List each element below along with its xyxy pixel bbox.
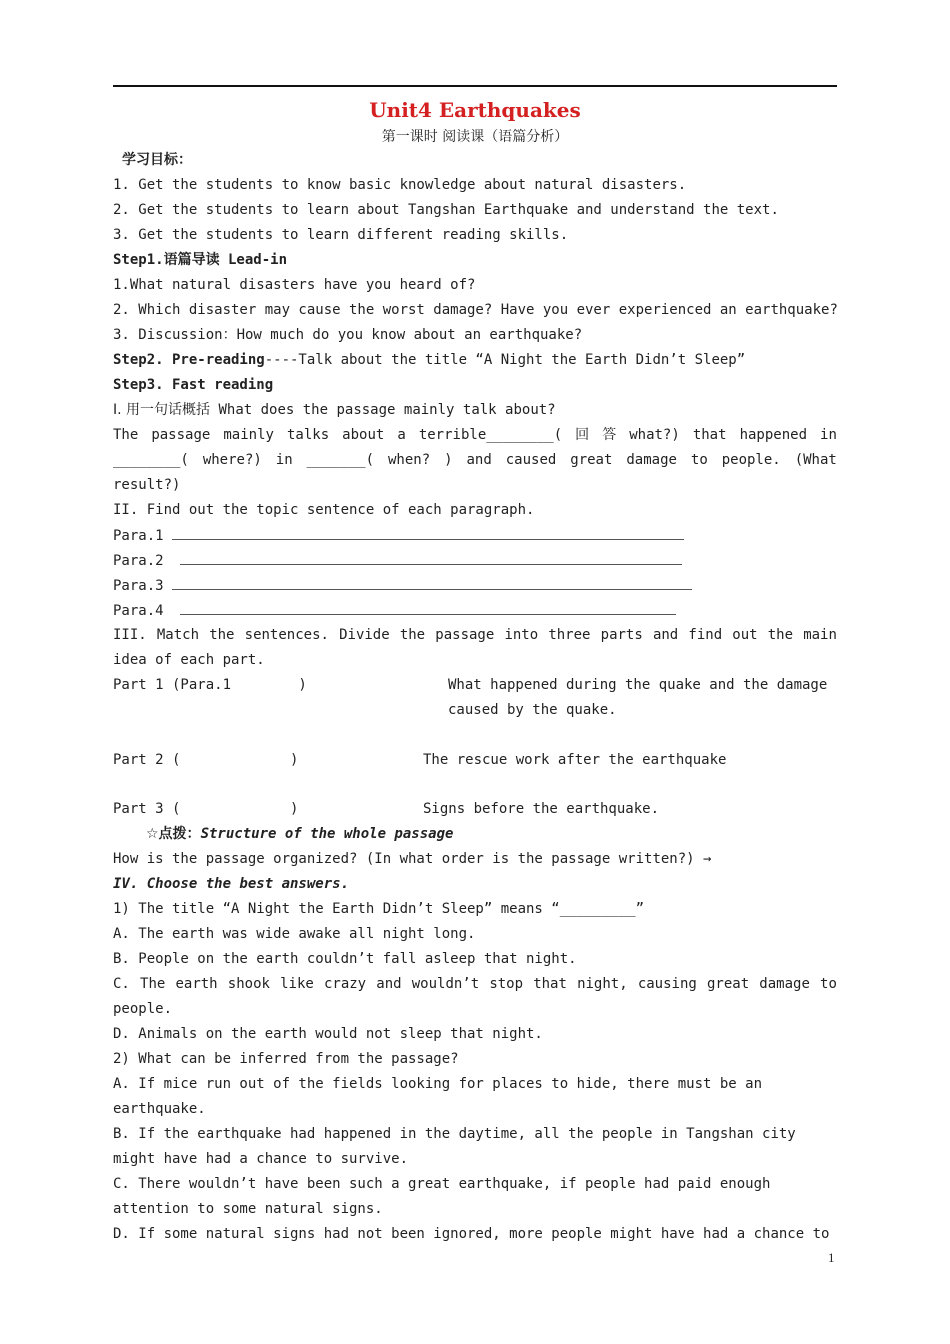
- summary-blank-when[interactable]: _______(: [306, 452, 375, 468]
- summary-word: where?): [202, 452, 262, 468]
- q2-option-b[interactable]: B. If the earthquake had happened in the daytime, all the people in Tangshan city: [113, 1126, 796, 1142]
- summary-word: caused: [505, 452, 557, 468]
- q1-c-word: damage: [759, 976, 810, 992]
- q2-option-d[interactable]: D. If some natural signs had not been ignored, more people might have had a chance to: [113, 1226, 830, 1242]
- part3-word: out: [732, 627, 758, 643]
- summary-word: talks: [286, 427, 330, 443]
- q1-option-d[interactable]: D. Animals on the earth would not sleep that night.: [113, 1026, 543, 1042]
- summary-word: passage: [151, 427, 211, 443]
- q1-c-word: wouldn’t: [411, 976, 480, 992]
- q1-stem: 1) The title “A Night the Earth Didn’t Sleep” means “_________”: [113, 901, 645, 917]
- tip-text: Structure of the whole passage: [200, 826, 454, 842]
- q1-option-c-cont: people.: [113, 1001, 173, 1017]
- part1-label: Part 1 (Para.1 ): [113, 677, 307, 693]
- para-row: [113, 526, 684, 545]
- q2-option-c-cont: attention to some natural signs.: [113, 1201, 383, 1217]
- page-title: Unit4 Earthquakes: [369, 98, 581, 122]
- step3-part1-line: [113, 401, 556, 419]
- part3-word: and: [652, 627, 679, 643]
- q1-c-word: that: [533, 976, 567, 992]
- q1-c-word: and: [376, 976, 402, 992]
- step4-heading: IV. Choose the best answers.: [113, 876, 350, 892]
- step1-heading: Step1.语篇导读 Lead-in: [113, 252, 288, 268]
- objective-item: 1. Get the students to know basic knowledge about natural disasters.: [113, 177, 687, 193]
- summary-line-3: result?): [113, 477, 181, 493]
- summary-line-1: [113, 426, 837, 444]
- summary-word: a: [397, 427, 406, 443]
- tip-line: [146, 825, 453, 843]
- header-rule: [113, 85, 837, 87]
- summary-word: in: [820, 427, 837, 443]
- part1-description-cont: caused by the quake.: [448, 702, 617, 718]
- summary-word: people.: [721, 452, 781, 468]
- para-label: Para.3: [113, 578, 164, 594]
- part3-word: find: [688, 627, 723, 643]
- q1-c-word: shook: [227, 976, 270, 992]
- para-row: [113, 601, 676, 620]
- tip-label: ☆点拨：: [146, 826, 201, 842]
- para-label: Para.2: [113, 553, 164, 569]
- part3-word: parts: [600, 627, 643, 643]
- q1-c-word: stop: [489, 976, 524, 992]
- summary-word: when?: [387, 452, 431, 468]
- para3-answer-line[interactable]: [172, 576, 692, 590]
- q1-option-c[interactable]: [113, 975, 837, 993]
- summary-word: 答: [602, 427, 617, 443]
- q1-c-word: C.: [113, 976, 130, 992]
- part3-description: Signs before the earthquake.: [423, 801, 660, 817]
- part3-word: into: [504, 627, 539, 643]
- part3-word: sentences.: [244, 627, 329, 643]
- summary-word: ): [444, 452, 453, 468]
- summary-word: in: [275, 452, 293, 468]
- para-row: [113, 576, 692, 595]
- part3-label: Part 3 ( ): [113, 801, 299, 817]
- q2-option-c[interactable]: C. There wouldn’t have been such a great earthquake, if people had paid enough: [113, 1176, 771, 1192]
- part2-label: Part 2 ( ): [113, 752, 299, 768]
- summary-word: what?): [629, 427, 680, 443]
- summary-word: damage: [626, 452, 677, 468]
- summary-word: great: [570, 452, 613, 468]
- part3-word: main: [803, 627, 837, 643]
- step3-part2-heading: II. Find out the topic sentence of each paragraph.: [113, 502, 535, 518]
- part3-word: the: [209, 627, 235, 643]
- step3-part1-question: What does the passage mainly talk about?: [210, 402, 556, 418]
- objectives-heading: 学习目标：: [122, 152, 192, 168]
- page-subtitle: 第一课时 阅读课（语篇分析）: [381, 129, 569, 145]
- q1-option-b[interactable]: B. People on the earth couldn’t fall asleep that night.: [113, 951, 577, 967]
- step1-question: 2. Which disaster may cause the worst damage? Have you ever experienced an earthquake?: [113, 302, 838, 318]
- summary-word: about: [342, 427, 385, 443]
- q1-option-a[interactable]: A. The earth was wide awake all night long.: [113, 926, 476, 942]
- page-number: 1: [828, 1250, 835, 1265]
- para1-answer-line[interactable]: [172, 526, 684, 540]
- step2-text: ----Talk about the title “A Night the Earth Didn’t Sleep”: [264, 352, 746, 368]
- q2-stem: 2) What can be inferred from the passage?: [113, 1051, 459, 1067]
- step1-question: 1.What natural disasters have you heard of?: [113, 277, 476, 293]
- objective-item: 3. Get the students to learn different reading skills.: [113, 227, 569, 243]
- q1-c-word: earth: [175, 976, 218, 992]
- summary-blank-what[interactable]: terrible________(: [418, 427, 563, 443]
- q1-c-word: to: [820, 976, 837, 992]
- summary-word: happened: [739, 427, 808, 443]
- part3-word: passage: [435, 627, 495, 643]
- step2-line: [113, 351, 745, 369]
- summary-word: to: [690, 452, 708, 468]
- summary-word: (What: [794, 452, 837, 468]
- para-row: [113, 551, 682, 570]
- part3-line-2: idea of each part.: [113, 652, 265, 668]
- para-label: Para.1: [113, 528, 164, 544]
- q1-c-word: The: [140, 976, 166, 992]
- objective-item: 2. Get the students to learn about Tangshan Earthquake and understand the text.: [113, 202, 779, 218]
- step3-heading: Step3. Fast reading: [113, 377, 274, 393]
- q1-c-word: great: [706, 976, 750, 992]
- part3-word: three: [548, 627, 591, 643]
- step2-heading: Step2. Pre-reading: [113, 352, 265, 368]
- organized-question: How is the passage organized? (In what order is the passage written?) →: [113, 851, 712, 867]
- summary-blank-where[interactable]: ________(: [113, 452, 189, 468]
- part3-word: III.: [113, 627, 147, 643]
- q1-c-word: like: [280, 976, 314, 992]
- summary-word: mainly: [223, 427, 274, 443]
- q1-c-word: crazy: [323, 976, 367, 992]
- q2-option-b-cont: might have had a chance to survive.: [113, 1151, 409, 1167]
- step3-part1-label: I. 用一句话概括: [113, 402, 211, 418]
- part3-word: the: [399, 627, 426, 643]
- part3-line-1: [113, 626, 837, 644]
- part1-description: What happened during the quake and the damage: [448, 677, 828, 693]
- part3-word: Match: [156, 627, 200, 643]
- summary-word: 回: [575, 427, 590, 443]
- q1-c-word: causing: [637, 976, 697, 992]
- para2-answer-line[interactable]: [180, 551, 682, 565]
- part3-word: the: [767, 627, 794, 643]
- para-label: Para.4: [113, 603, 164, 619]
- summary-word: and: [466, 452, 492, 468]
- summary-line-2: [113, 451, 837, 469]
- summary-word: The: [113, 427, 139, 443]
- step1-question: 3. Discussion：How much do you know about an earthquake?: [113, 327, 583, 343]
- q2-option-a-cont: earthquake.: [113, 1101, 206, 1117]
- part2-description: The rescue work after the earthquake: [423, 752, 727, 768]
- q2-option-a[interactable]: A. If mice run out of the fields looking for places to hide, there must be an: [113, 1076, 763, 1092]
- para4-answer-line[interactable]: [180, 601, 676, 615]
- summary-word: that: [692, 427, 727, 443]
- part3-word: Divide: [339, 627, 390, 643]
- q1-c-word: night,: [577, 976, 628, 992]
